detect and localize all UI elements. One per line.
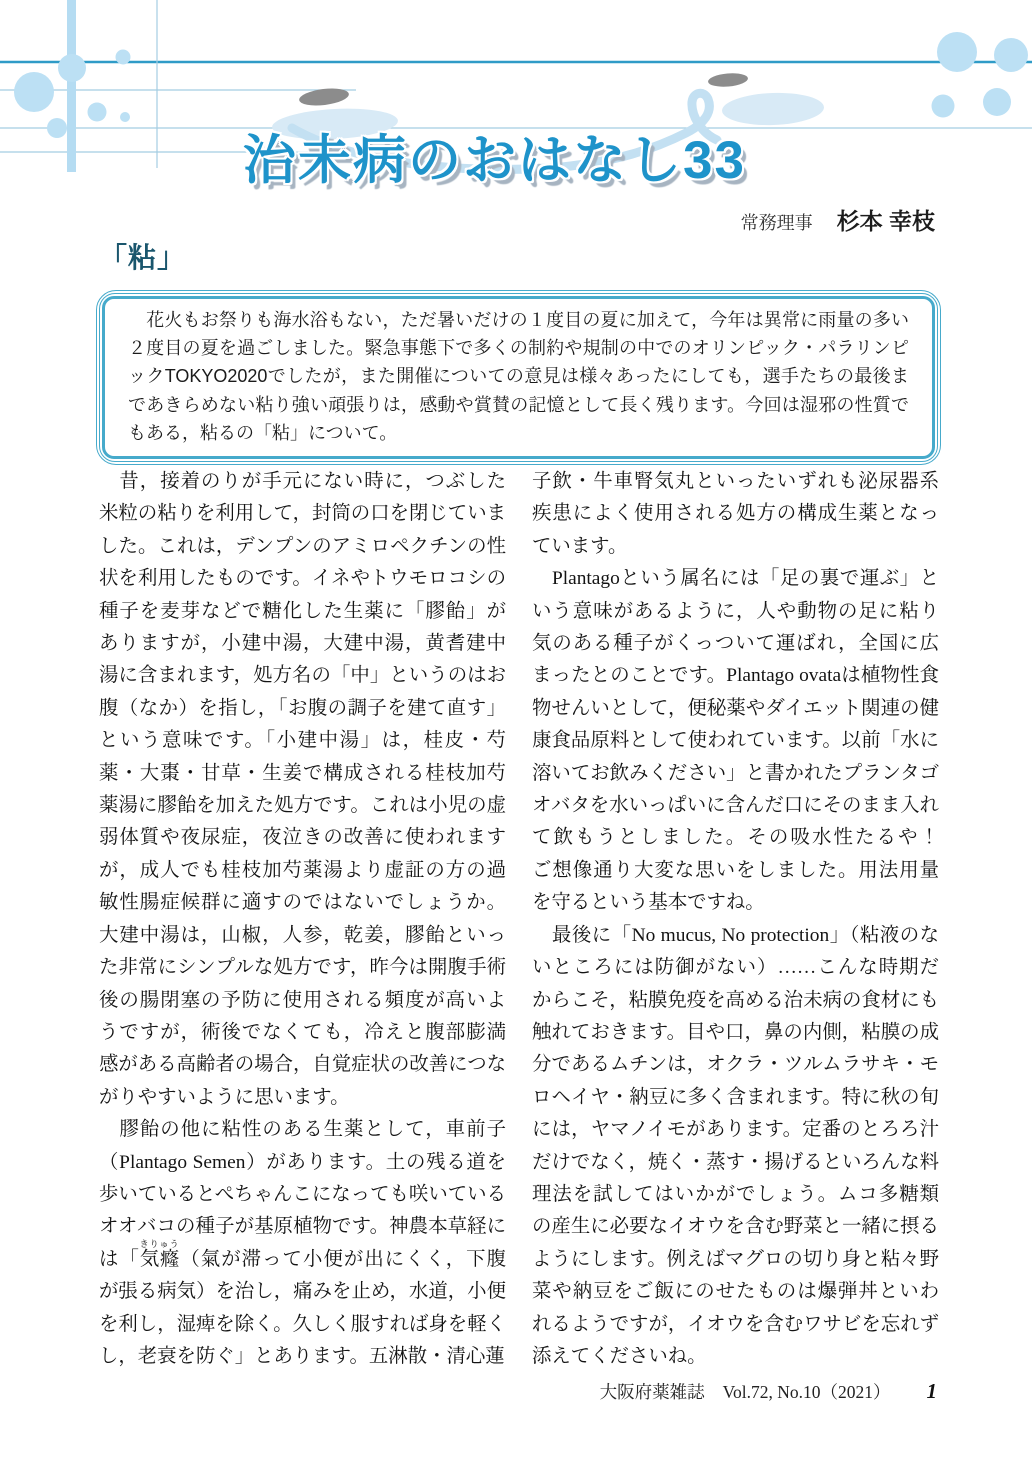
section-heading: 「粘」 bbox=[99, 242, 187, 273]
article-body bbox=[99, 466, 959, 1373]
paragraph-2-start: 膠飴の他に粘性のある生薬として，車前子（Plantago Semen）があります。土の残る道を歩いているとぺちゃんこになっても咲いているオオバコの種子が基原植物です。神農本草経には「 bbox=[99, 1119, 506, 1270]
gray-ellipse-right bbox=[708, 72, 749, 88]
author-role: 常務理事 bbox=[740, 213, 813, 233]
bubble-circle bbox=[932, 95, 955, 118]
paragraph-4: 最後に「No mucus, No protection」（粘液のないところには防御がない）……こんな時期だからこそ，粘膜免疫を高める治未病の食材にも触れておきます。目や口，鼻の内側，粘膜の成分であるムチンは，オクラ・ツルムラサキ・モロヘイヤ・納豆に多く含まれます。特に秋の旬には，ヤマノイモがあります。定番のとろろ汁だけでなく，焼く・蒸す・揚げるといろんな料理法を試してはいかがでしょう。ムコ多糖類の産生に必要なイオウを含む野菜と一緒に摂るようにします。例えばマグロの切り身と粘々野菜や納豆をご飯にのせたものは爆弾丼といわれるようですが，イオウを含むワサビを忘れず添えてくださいね。 bbox=[532, 924, 939, 1367]
paragraph-2-continuation: 子飲・牛車腎気丸といったいずれも泌尿器系疾患によく使用される処方の構成生薬となっています。 bbox=[532, 471, 939, 557]
bubble-circle bbox=[994, 38, 1028, 72]
bubble-circle bbox=[120, 112, 130, 122]
bubble-circle bbox=[88, 103, 107, 122]
paragraph-2-end: （氣が滞って小便が出にくく，下腹が張る病気）を治し，痛みを止め，水道，小便を利し，湿痺を除く。久しく服すれば身を軽くし，老衰を防ぐ」とあります。五淋散・清心蓮 bbox=[99, 1248, 506, 1367]
ruby-annotation bbox=[139, 1238, 180, 1270]
page-number: 1 bbox=[926, 1379, 937, 1403]
author-credit bbox=[741, 203, 935, 236]
bubble-circle bbox=[58, 54, 86, 82]
bubble-circle bbox=[983, 88, 1011, 116]
journal-name: 大阪府薬雑誌 bbox=[599, 1382, 705, 1402]
paragraph-1: 昔，接着のりが手元にない時に，つぶした米粒の粘りを利用して，封筒の口を閉じていました。これは，デンプンのアミロペクチンの性状を利用したものです。イネやトウモロコシの種子を麦芽などで糖化した生薬に「膠飴」がありますが，小建中湯，大建中湯，黄耆建中湯に含まれます，処方名の「中」というのはお腹（なか）を指し，「お腹の調子を建て直す」という意味です。「小建中湯」は，桂皮・芍薬・大棗・甘草・生姜で構成される桂枝加芍薬湯に膠飴を加えた処方です。これは小児の虚弱体質や夜尿症，夜泣きの改善に使われますが，成人でも桂枝加芍薬湯より虚証の方の過敏性腸症候群に適すのではないでしょうか。大建中湯は，山椒，人参，乾姜，膠飴といった非常にシンプルな処方です，昨今は開腹手術後の腸閉塞の予防に使用される頻度が高いようですが，術後でなくても，冷えと腹部膨満感がある高齢者の場合，自覚症状の改善につながりやすいように思います。 bbox=[99, 471, 506, 1108]
gray-ellipse-left bbox=[298, 86, 350, 108]
bubble-circle bbox=[937, 32, 977, 72]
bubble-circle bbox=[116, 50, 131, 65]
right-column bbox=[532, 466, 959, 1373]
bubble-circle bbox=[14, 72, 54, 112]
intro-text: 花火もお祭りも海水浴もない，ただ暑いだけの１度目の夏に加えて，今年は異常に雨量の多い２度目の夏を過ごしました。緊急事態下で多くの制約や規制の中でのオリンピック・パラリンピックTOKYO2020でしたが，また開催についての意見は様々あったにしても，選手たちの最後まであきらめない粘り強い頑張りは，感動や賞賛の記憶として長く残ります。今回は湿邪の性質でもある，粘るの「粘」について。 bbox=[128, 310, 909, 443]
author-name: 杉本 幸枝 bbox=[836, 208, 935, 234]
intro-box-mid-border bbox=[99, 293, 938, 462]
left-column bbox=[99, 466, 506, 1373]
intro-box-inner-border bbox=[102, 296, 935, 459]
paragraph-3: Plantagoという属名には「足の裏で運ぶ」という意味があるように，人や動物の足に粘り気のある種子がくっついて運ばれ，全国に広まったとのことです。Plantago ovataは植物性食物せんいとして，便秘薬やダイエット関連の健康食品原料として使われています。以前「水に溶いてお飲みください」と書かれたプランタゴオバタを水いっぱいに含んだ口にそのまま入れて飲もうとしました。その吸水性たるや！ ご想像通り大変な思いをしました。用法用量を守るという基本ですね。 bbox=[532, 568, 959, 914]
intro-box bbox=[96, 290, 941, 465]
ruby-base: 気癃 bbox=[139, 1248, 180, 1270]
bubble-circle bbox=[47, 118, 67, 138]
issue-info: Vol.72, No.10（2021） bbox=[722, 1382, 891, 1402]
paragraph-2 bbox=[99, 1114, 506, 1373]
page-title: 治未病のおはなし33 bbox=[243, 131, 746, 190]
ruby-reading: きりゅう bbox=[139, 1238, 180, 1249]
header-vertical-bar bbox=[67, 0, 76, 172]
page-footer bbox=[600, 1379, 937, 1404]
